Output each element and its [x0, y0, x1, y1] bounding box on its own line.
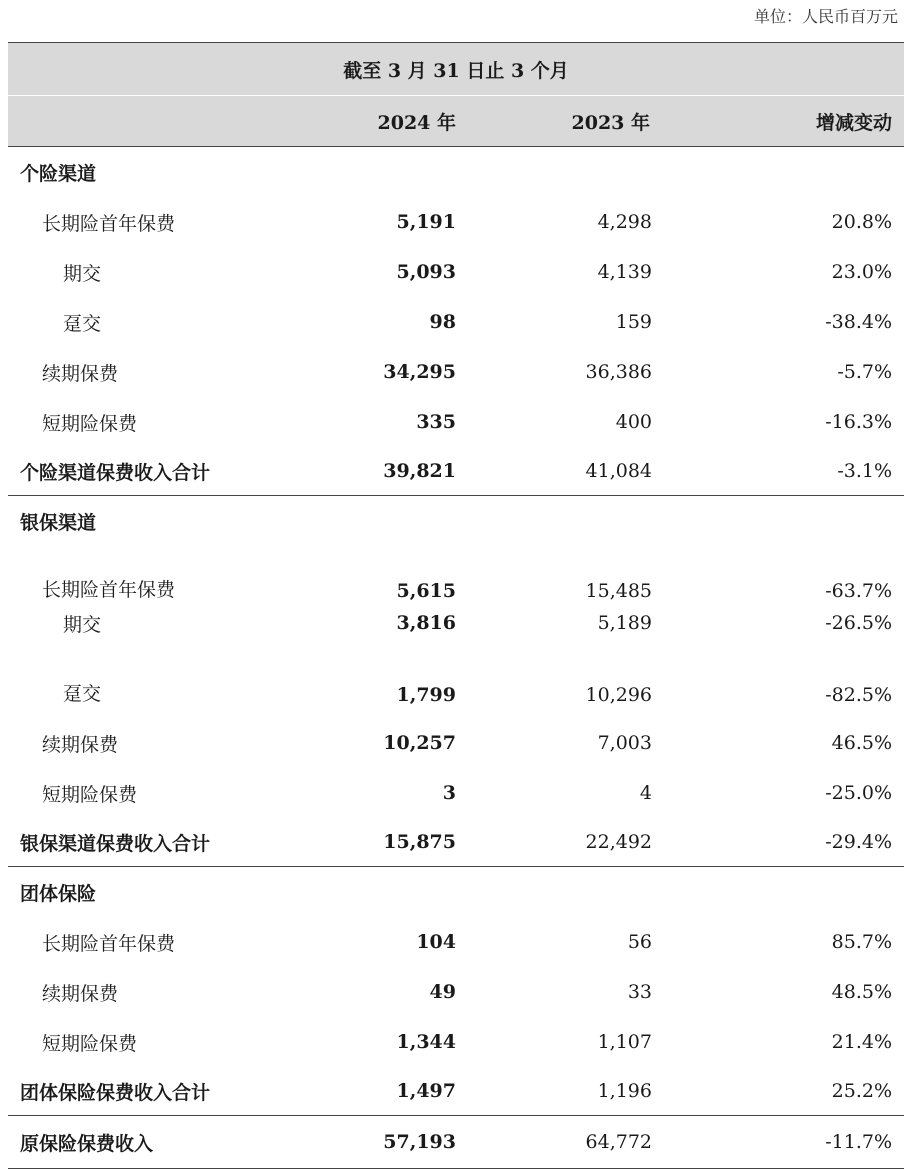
subtotal-change: -3.1%	[656, 447, 904, 496]
value-2023: 36,386	[585, 361, 652, 383]
subtotal-row	[8, 1067, 904, 1116]
table-row	[8, 347, 904, 397]
value-2024: 49	[429, 981, 456, 1003]
subtotal-change: 25.2%	[656, 1067, 904, 1116]
subtotal-2023: 22,492	[460, 818, 656, 867]
value-2023: 56	[627, 931, 652, 953]
value-change: 85.7%	[831, 931, 893, 953]
grand-total-2024: 57,193	[308, 1116, 460, 1169]
value-2024: 3,816	[396, 612, 456, 634]
row-label: 续期保费	[42, 733, 119, 756]
subtotal-2023: 41,084	[460, 447, 656, 496]
value-2024: 3	[442, 782, 456, 804]
value-change: -5.7%	[837, 361, 893, 383]
table-row	[8, 606, 904, 640]
value-2024: 10,257	[383, 732, 456, 754]
value-change: -82.5%	[825, 684, 893, 706]
value-change: -25.0%	[825, 782, 893, 804]
value-2024: 104	[416, 931, 456, 953]
subtotal-label: 银保渠道保费收入合计	[8, 818, 308, 867]
value-2024: 5,615	[396, 580, 456, 602]
value-2023: 15,485	[585, 580, 652, 602]
section-title-row	[8, 496, 904, 547]
value-2024: 1,799	[396, 684, 456, 706]
section-title: 团体保险	[20, 882, 97, 905]
value-change: 46.5%	[831, 732, 893, 754]
value-2024: 34,295	[383, 361, 456, 383]
value-2024: 335	[416, 411, 456, 433]
value-2024: 5,191	[396, 211, 456, 233]
value-2023: 400	[615, 411, 652, 433]
table-row	[8, 967, 904, 1017]
value-change: -38.4%	[825, 311, 893, 333]
premium-income-table	[8, 42, 904, 1169]
header-col-change: 增减变动	[656, 96, 904, 147]
premium-table-container	[8, 42, 904, 1169]
subtotal-2024: 15,875	[308, 818, 460, 867]
value-change: -26.5%	[825, 612, 893, 634]
table-row	[8, 247, 904, 297]
value-2023: 5,189	[597, 612, 652, 634]
value-change: 23.0%	[831, 261, 893, 283]
section-title: 银保渠道	[20, 511, 97, 534]
table-row	[8, 917, 904, 967]
value-2023: 1,107	[597, 1031, 652, 1053]
table-row	[8, 297, 904, 347]
table-row	[8, 718, 904, 768]
value-change: 20.8%	[831, 211, 893, 233]
row-label: 趸交	[63, 312, 102, 335]
grand-total-label: 原保险保费收入	[8, 1116, 308, 1169]
header-blank	[8, 96, 308, 147]
header-period: 截至 3 月 31 日止 3 个月	[8, 43, 904, 96]
table-row	[8, 640, 904, 718]
grand-total-change: -11.7%	[656, 1116, 904, 1169]
header-years-row	[8, 96, 904, 147]
section-title-row	[8, 147, 904, 198]
value-2023: 4,298	[597, 211, 652, 233]
value-2023: 4,139	[597, 261, 652, 283]
subtotal-row	[8, 818, 904, 867]
table-row	[8, 397, 904, 447]
table-row	[8, 1017, 904, 1067]
row-label: 续期保费	[42, 982, 119, 1005]
value-2024: 5,093	[396, 261, 456, 283]
row-label: 续期保费	[42, 362, 119, 385]
value-change: -16.3%	[825, 411, 893, 433]
unit-label: 单位：人民币百万元	[753, 7, 898, 26]
subtotal-row	[8, 447, 904, 496]
table-row	[8, 197, 904, 247]
header-col-2024: 2024 年	[308, 96, 460, 147]
row-label: 趸交	[63, 683, 102, 705]
subtotal-label: 个险渠道保费收入合计	[8, 447, 308, 496]
value-change: 21.4%	[831, 1031, 893, 1053]
table-row	[8, 546, 904, 606]
value-2024: 1,344	[396, 1031, 456, 1053]
subtotal-2024: 39,821	[308, 447, 460, 496]
value-2023: 159	[615, 311, 652, 333]
section-title: 个险渠道	[20, 162, 97, 185]
subtotal-2023: 1,196	[460, 1067, 656, 1116]
row-label: 长期险首年保费	[42, 932, 176, 955]
subtotal-label: 团体保险保费收入合计	[8, 1067, 308, 1116]
row-label: 短期险保费	[42, 412, 138, 435]
subtotal-change: -29.4%	[656, 818, 904, 867]
row-label: 期交	[63, 613, 102, 636]
subtotal-2024: 1,497	[308, 1067, 460, 1116]
value-2023: 4	[639, 782, 652, 804]
value-change: 48.5%	[831, 981, 893, 1003]
value-change: -63.7%	[825, 580, 893, 602]
row-label: 短期险保费	[42, 1032, 138, 1055]
row-label: 期交	[63, 262, 102, 285]
header-col-2023: 2023 年	[460, 96, 656, 147]
grand-total-row	[8, 1116, 904, 1169]
section-title-row	[8, 867, 904, 918]
value-2024: 98	[429, 311, 456, 333]
header-period-row	[8, 43, 904, 96]
value-2023: 33	[627, 981, 652, 1003]
row-label: 长期险首年保费	[42, 579, 176, 601]
row-label: 短期险保费	[42, 783, 138, 806]
grand-total-2023: 64,772	[460, 1116, 656, 1169]
table-row	[8, 768, 904, 818]
value-2023: 10,296	[585, 684, 652, 706]
row-label: 长期险首年保费	[42, 212, 176, 235]
value-2023: 7,003	[597, 732, 652, 754]
